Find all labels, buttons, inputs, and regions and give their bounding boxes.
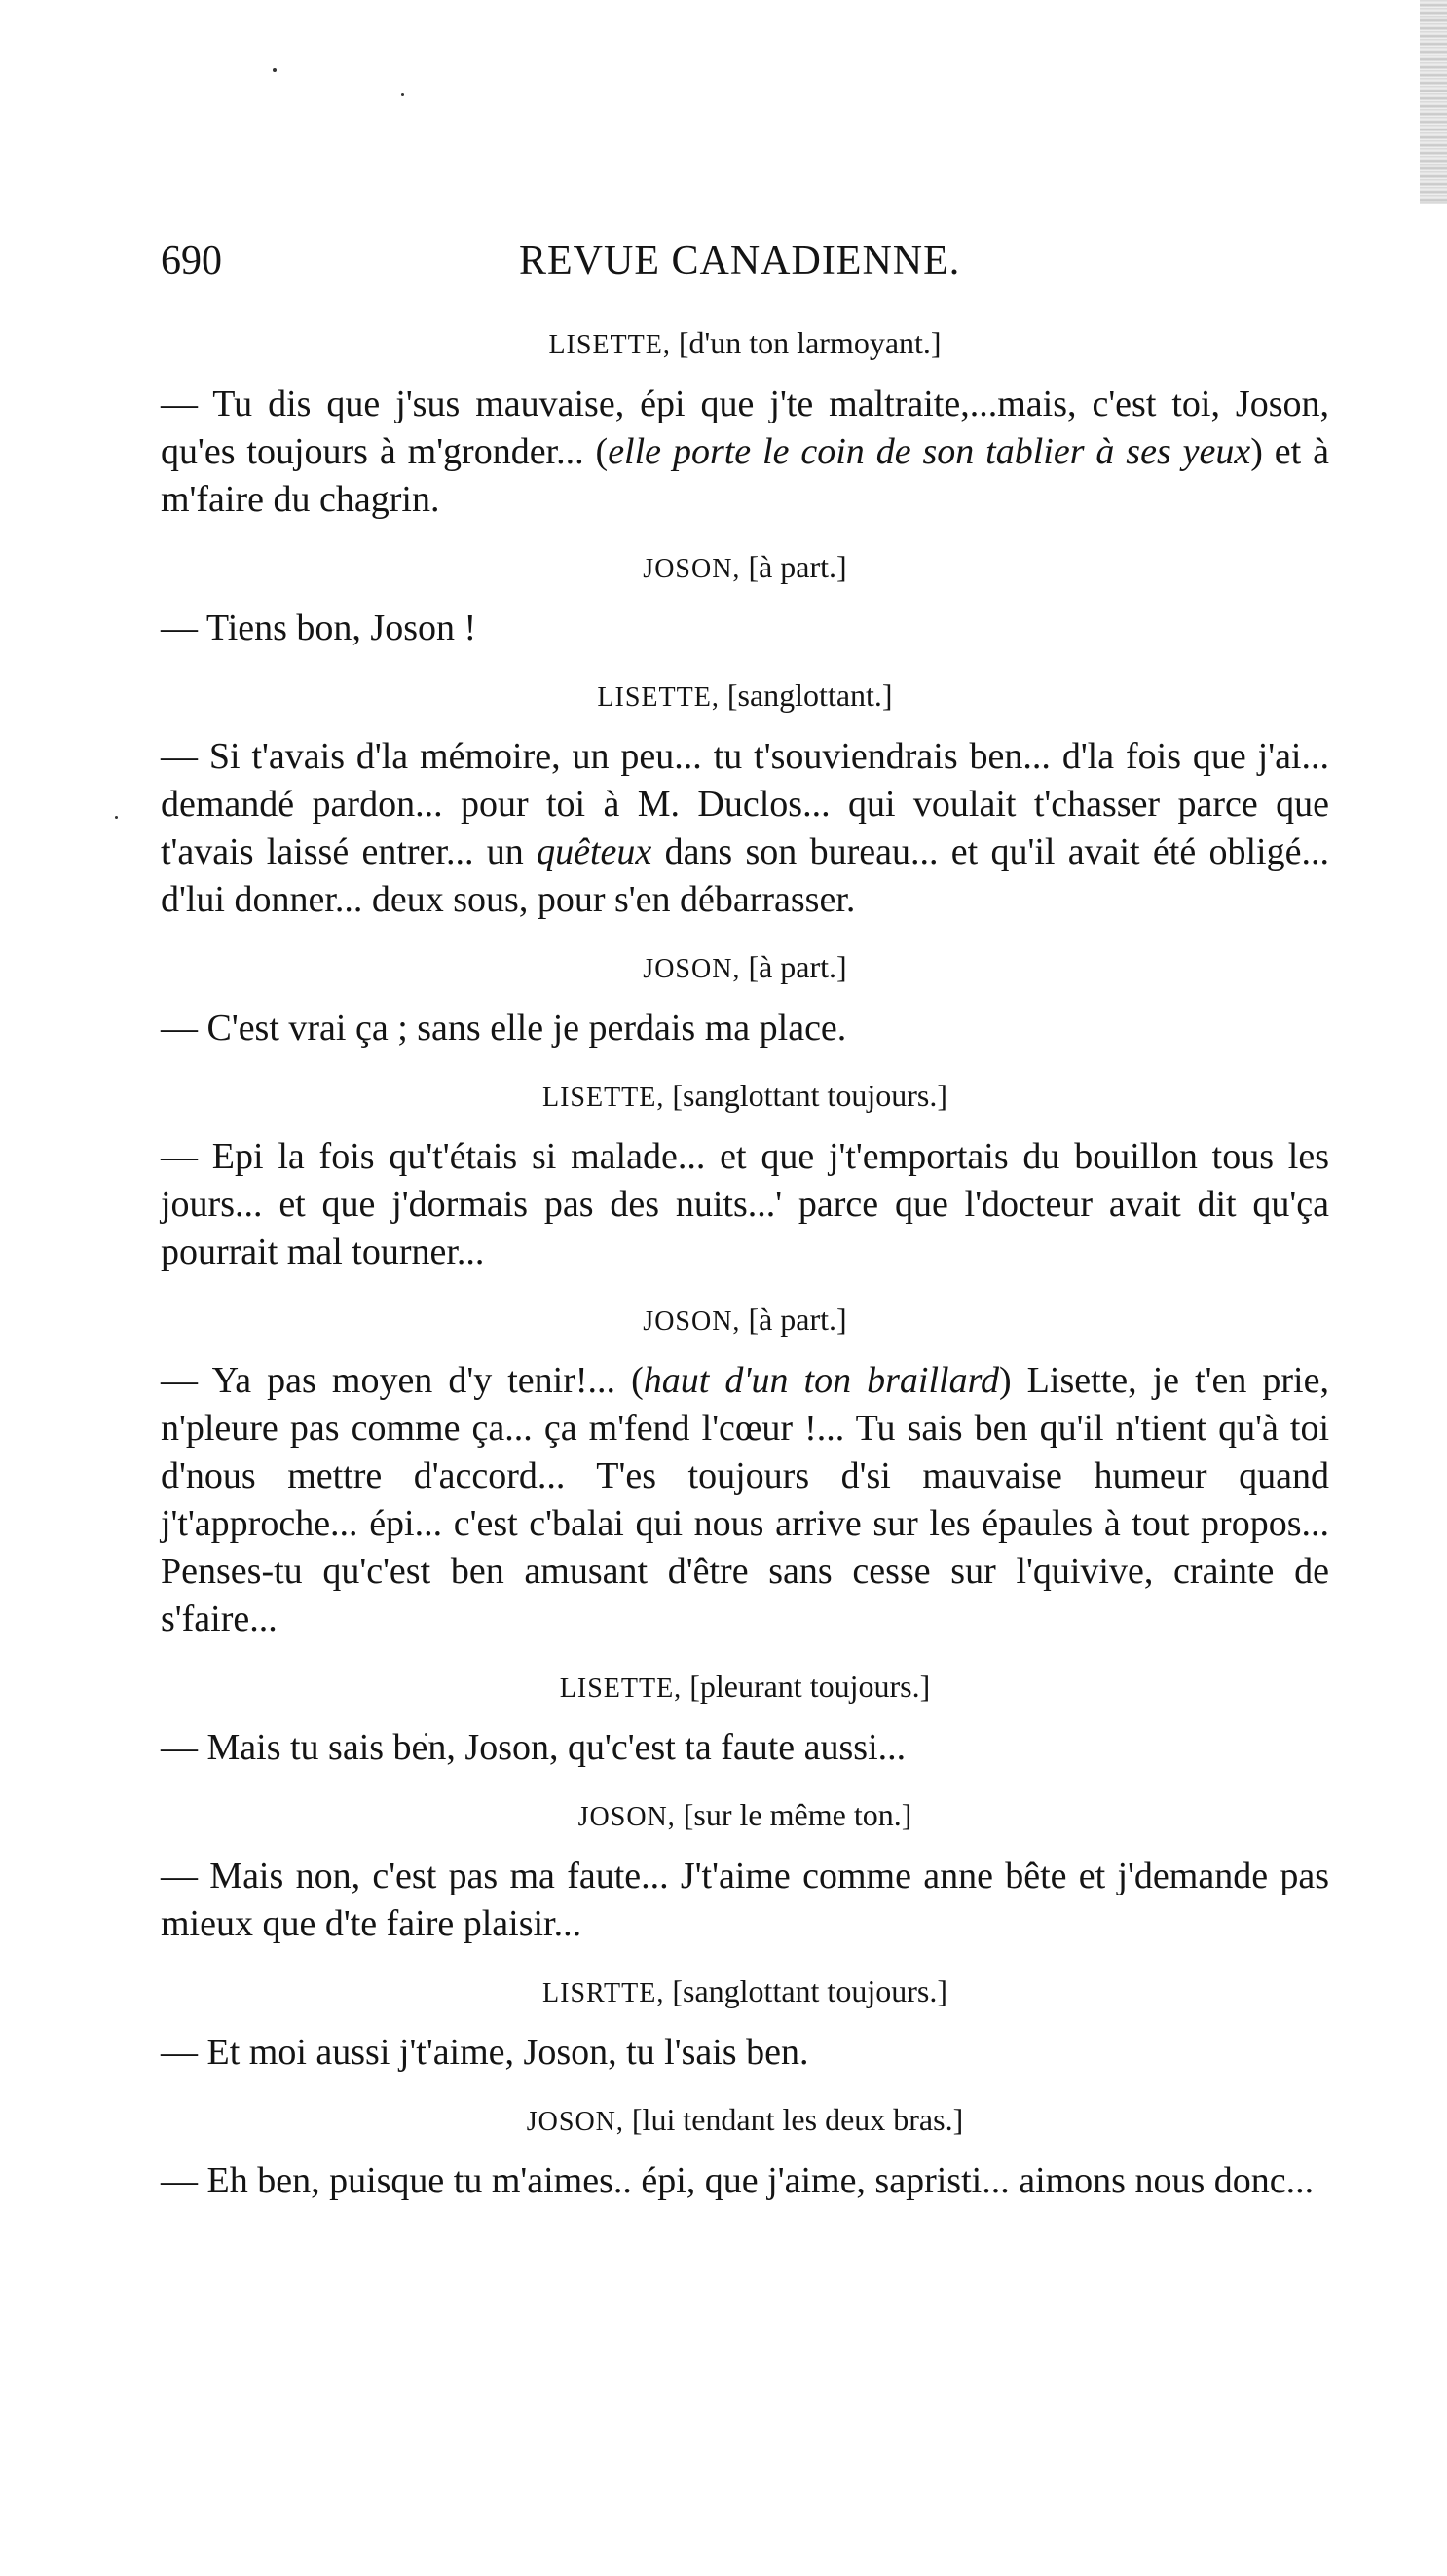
dialogue-text: — Si t'avais d'la mémoire, un peu... tu t'souviendrais ben... d'la fois que j'ai... demandé pardon... pour toi à M. Duclos... qui voulait t'chasser parce que t'avais laissé entrer... un [161,736,1329,872]
dialogue-text: — Tu dis que j'sus mauvaise, épi que j'te maltraite,...mais, c'est toi, Joson, qu'es toujours à m'gronder... ( [161,384,1329,472]
speaker-line [161,321,1329,367]
speaker-line [161,945,1329,991]
speck-mark [273,68,277,72]
dialogue-line [161,1133,1329,1276]
stage-direction: [sanglottant toujours.] [672,1973,947,2008]
dialogue-line [161,1853,1329,1948]
speaker-line [161,1298,1329,1343]
speck-mark [115,816,118,819]
dialogue-text: — Ya pas moyen d'y tenir!... ( [161,1360,644,1401]
stage-direction: [sanglottant.] [726,678,893,713]
speaker-name: JOSON, [643,954,741,984]
stage-direction: [à part.] [748,549,847,584]
dialogue-line [161,381,1329,524]
speaker-name: JOSON, [526,2107,624,2137]
italic-direction: elle porte le coin de son tablier à ses yeux [608,431,1251,472]
dialogue-line [161,1357,1329,1643]
dialogue-line [161,2157,1329,2205]
stage-direction: [sanglottant toujours.] [672,1078,948,1113]
dialogue-text: ) Lisette, je t'en prie, n'pleure pas comme ça... ça m'fend l'cœur !... Tu sais ben qu'il n'tient qu'à toi d'nous mettre d'accord... T'es toujours d'si mauvaise humeur quand j't'approche... épi... c'est c'balai qui nous arrive sur les épaules à tout propos... Penses-tu qu'c'est ben amusant d'être sans cesse sur l'quivive, crainte de s'faire... [161,1360,1329,1639]
running-title: REVUE CANADIENNE. [519,239,961,283]
speaker-name: JOSON, [643,554,741,584]
dialogue-line [161,1005,1329,1052]
dialogue-text: — Epi la fois qu't'étais si malade... et que j't'emportais du bouillon tous les jours... et que j'dormais pas des nuits...' parce que l'docteur avait dit qu'ça pourrait mal tourner... [161,1136,1329,1272]
dialogue-text: — Mais tu sais ben, Joson, qu'c'est ta faute aussi... [161,1727,907,1768]
italic-word: quêteux [537,831,652,872]
dialogue-text: — Tiens bon, Joson ! [161,607,477,648]
speck-mark [401,93,404,96]
dialogue-line [161,605,1329,652]
stage-direction: [pleurant toujours.] [689,1669,931,1704]
speaker-name: JOSON, [577,1802,676,1832]
page-header [161,238,1329,296]
speaker-line [161,2098,1329,2144]
italic-direction: haut d'un ton braillard [643,1360,999,1401]
stage-direction: [lui tendant les deux bras.] [631,2102,964,2137]
dialogue-text: — Et moi aussi j't'aime, Joson, tu l'sais ben. [161,2032,809,2073]
dialogue-body [161,312,1329,2226]
stage-direction: [sur le même ton.] [683,1797,912,1832]
dialogue-line [161,1724,1329,1772]
dialogue-text: dans son bureau... et qu'il avait été obligé... d'lui donner... deux sous, pour s'en débarrasser. [161,831,1329,920]
dialogue-text: ) et à m'faire du chagrin. [161,431,1330,520]
speaker-name: LISETTE, [597,682,720,713]
speaker-name: LISETTE, [548,330,671,360]
page-number: 690 [161,239,222,283]
speaker-line [161,1969,1329,2015]
speaker-line [161,1793,1329,1839]
speaker-line [161,545,1329,591]
dialogue-text: — Eh ben, puisque tu m'aimes.. épi, que j'aime, sapristi... aimons nous donc... [161,2160,1315,2201]
stage-direction: [d'un ton larmoyant.] [678,325,942,360]
speaker-name: LISRTTE, [542,1978,665,2008]
stage-direction: [à part.] [748,949,847,984]
speaker-line [161,1665,1329,1711]
dialogue-text: — C'est vrai ça ; sans elle je perdais ma place. [161,1008,847,1049]
scan-edge-artifact [1420,0,1447,204]
dialogue-line [161,2029,1329,2077]
speaker-line [161,1074,1329,1120]
dialogue-text: — Mais non, c'est pas ma faute... J't'aime comme anne bête et j'demande pas mieux que d'te faire plaisir... [161,1856,1329,1944]
speaker-name: LISETTE, [541,1083,665,1113]
speaker-name: JOSON, [643,1306,741,1337]
dialogue-line [161,733,1329,924]
stage-direction: [à part.] [748,1302,847,1337]
speaker-name: LISETTE, [559,1674,683,1704]
speaker-line [161,674,1329,719]
